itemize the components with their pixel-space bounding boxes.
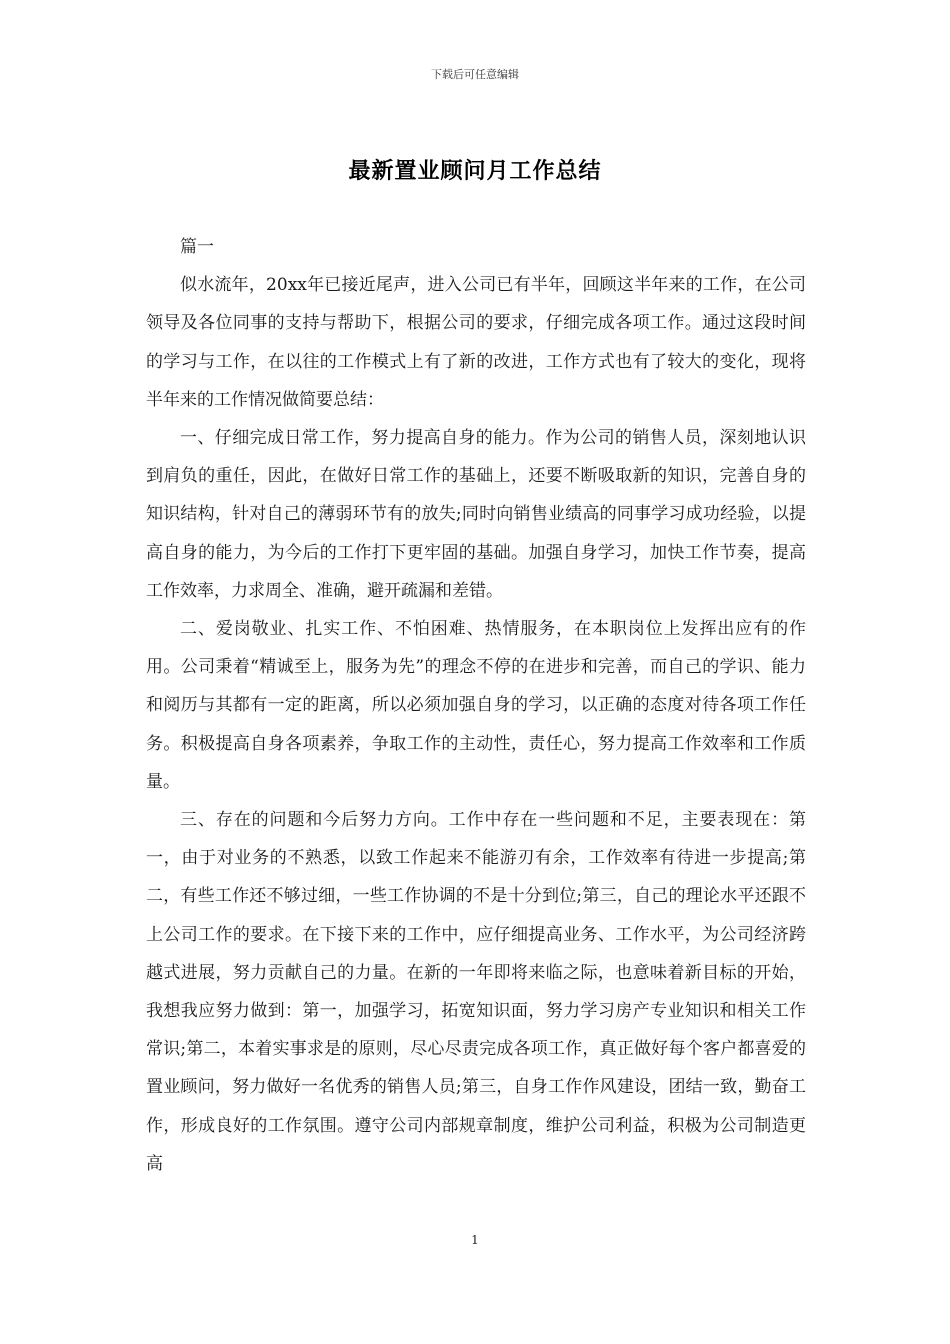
- document-title: 最新置业顾问月工作总结: [348, 158, 602, 184]
- section-label: 篇一: [180, 237, 214, 257]
- document-body: [146, 228, 806, 1183]
- paragraph-intro: 似水流年，20xx年已接近尾声，进入公司已有半年，回顾这半年来的工作，在公司领导及各位同事的支持与帮助下，根据公司的要求，仔细完成各项工作。通过这段时间的学习与工作，在以往的工作模式上有了新的改进，工作方式也有了较大的变化，现将半年来的工作情况做简要总结：: [146, 275, 806, 410]
- paragraph-point-two: 二、爱岗敬业、扎实工作、不怕困难、热情服务，在本职岗位上发挥出应有的作用。公司秉着“精诚至上，服务为先”的理念不停的在进步和完善，而自己的学识、能力和阅历与其都有一定的距离，所以必须加强自身的学习，以正确的态度对待各项工作任务。积极提高自身各项素养，争取工作的主动性，责任心，努力提高工作效率和工作质量。: [146, 619, 806, 792]
- page-header-note: 下载后可任意编辑: [431, 68, 519, 81]
- paragraph-point-one: 一、仔细完成日常工作，努力提高自身的能力。作为公司的销售人员，深刻地认识到肩负的重任，因此，在做好日常工作的基础上，还要不断吸取新的知识，完善自身的知识结构，针对自己的薄弱环节有的放失;同时向销售业绩高的同事学习成功经验，以提高自身的能力，为今后的工作打下更牢固的基础。加强自身学习，加快工作节奏，提高工作效率，力求周全、准确，避开疏漏和差错。: [146, 428, 806, 601]
- page-number: 1: [471, 1233, 479, 1247]
- paragraph-point-three: 三、存在的问题和今后努力方向。工作中存在一些问题和不足，主要表现在：第一，由于对业务的不熟悉，以致工作起来不能游刃有余，工作效率有待进一步提高;第二，有些工作还不够过细，一些工作协调的不是十分到位;第三，自己的理论水平还跟不上公司工作的要求。在下接下来的工作中，应仔细提高业务、工作水平，为公司经济跨越式进展，努力贡献自己的力量。在新的一年即将来临之际，也意味着新目标的开始，我想我应努力做到：第一，加强学习，拓宽知识面，努力学习房产专业知识和相关工作常识;第二，本着实事求是的原则，尽心尽责完成各项工作，真正做好每个客户都喜爱的置业顾问，努力做好一名优秀的销售人员;第三，自身工作作风建设，团结一致，勤奋工作，形成良好的工作氛围。遵守公司内部规章制度，维护公司利益，积极为公司制造更高: [146, 810, 806, 1174]
